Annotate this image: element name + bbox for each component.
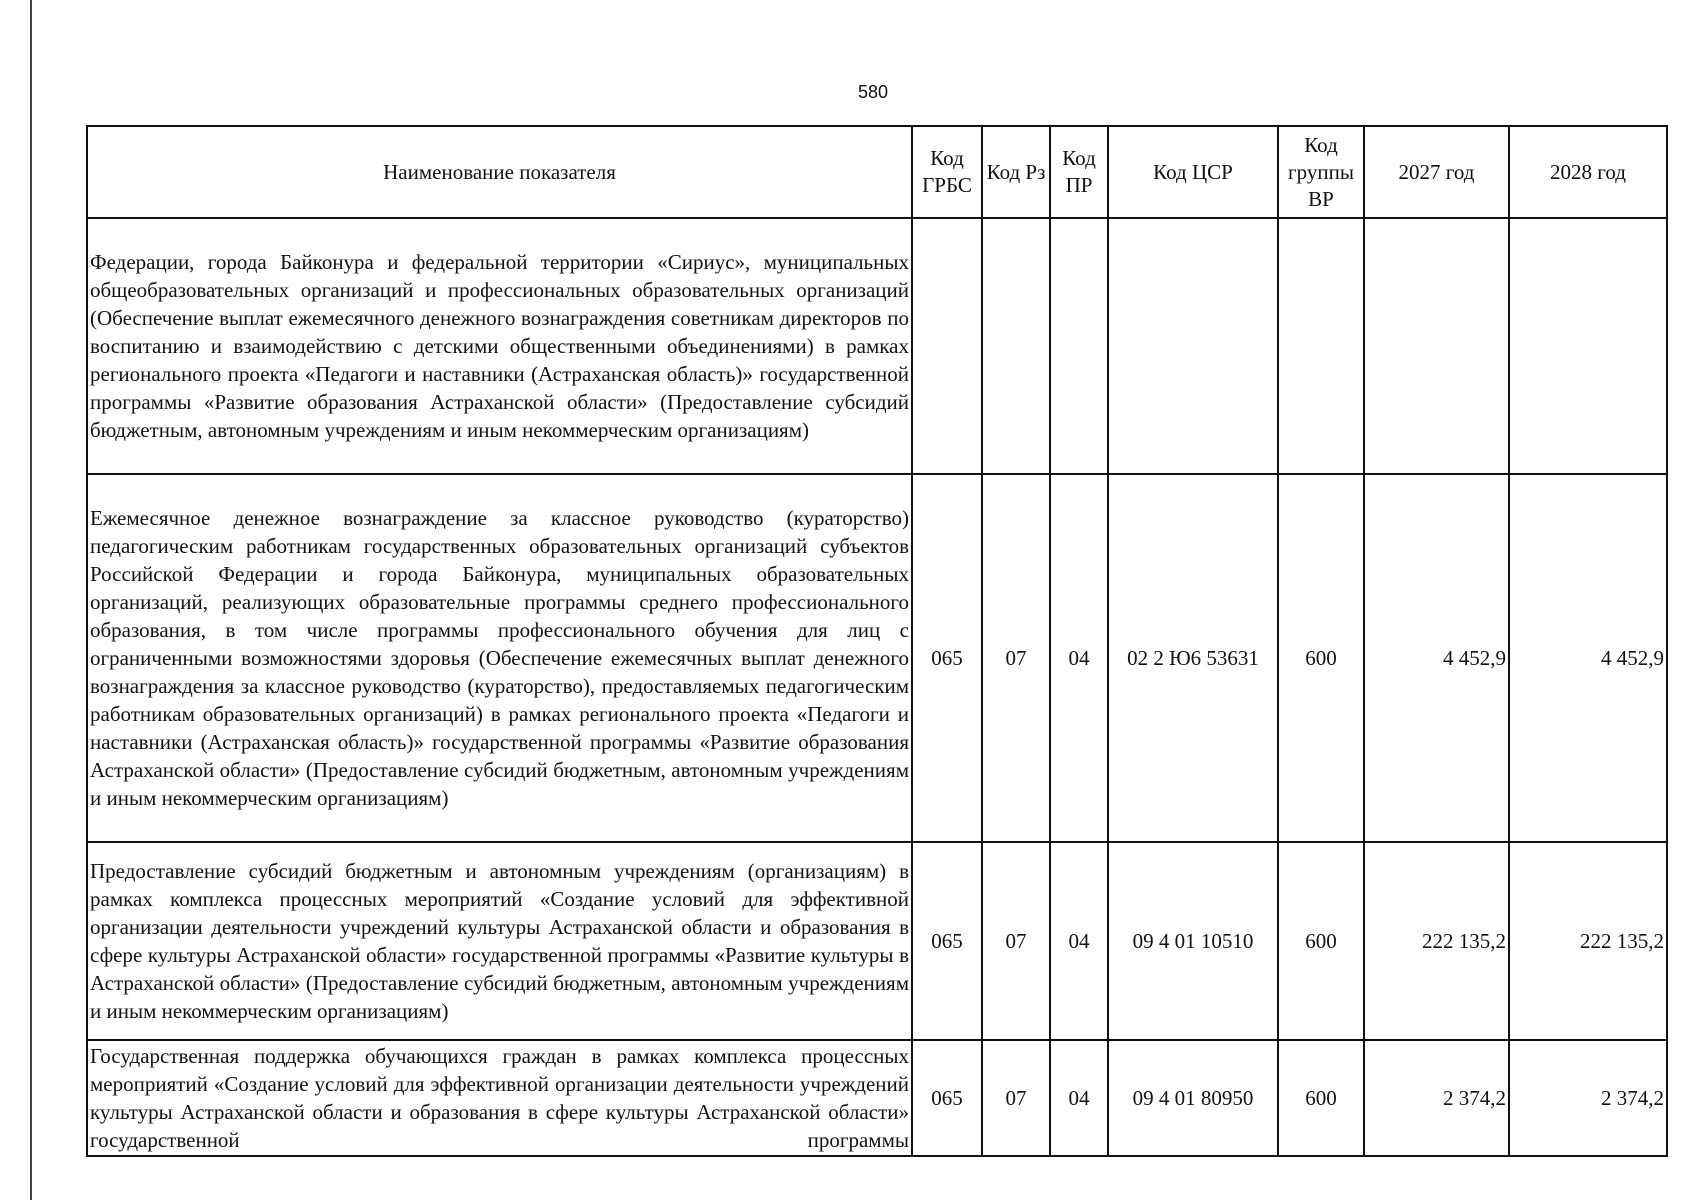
grbs-cell: 065 bbox=[912, 474, 982, 842]
row-name-cell: Ежемесячное денежное вознаграждение за классное руководство (кураторство) педагогическим работникам государственных образовательных организаций субъектов Российской Федерации и города Байконура, муниципальных образовательных организаций, реализующих образовательные программы среднего профессионального образования, в том числе программы профессионального обучения для лиц с ограниченными возможностями здоровья (Обеспечение ежемесячных выплат денежного вознаграждения за классное руководство (кураторство), предоставляемых педагогическим работникам образовательных организаций) в рамках регионального проекта «Педагоги и наставники (Астраханская область)» государственной программы «Развитие образования Астраханской области» (Предоставление субсидий бюджетным, автономным учреждениям и иным некоммерческим организациям) bbox=[87, 474, 912, 842]
amount-2028-cell: 4 452,9 bbox=[1509, 474, 1667, 842]
header-vr: Код группы ВР bbox=[1278, 126, 1364, 218]
table-header-row bbox=[87, 126, 1667, 218]
grbs-cell: 065 bbox=[912, 1040, 982, 1156]
grbs-cell: 065 bbox=[912, 842, 982, 1040]
header-grbs: Код ГРБС bbox=[912, 126, 982, 218]
pr-cell: 04 bbox=[1050, 1040, 1108, 1156]
csr-cell: 09 4 01 80950 bbox=[1108, 1040, 1278, 1156]
amount-2027-cell: 222 135,2 bbox=[1364, 842, 1509, 1040]
row-name-cell: Предоставление субсидий бюджетным и автономным учреждениям (организациям) в рамках комплекса процессных мероприятий «Создание условий для эффективной организации деятельности учреждений культуры Астраханской области и образования в сфере культуры Астраханской области» государственной программы «Развитие культуры в Астраханской области» (Предоставление субсидий бюджетным, автономным учреждениям и иным некоммерческим организациям) bbox=[87, 842, 912, 1040]
header-rz: Код Рз bbox=[982, 126, 1050, 218]
table-row bbox=[87, 1040, 1667, 1156]
header-2028: 2028 год bbox=[1509, 126, 1667, 218]
csr-cell: 02 2 Ю6 53631 bbox=[1108, 474, 1278, 842]
vr-cell bbox=[1278, 218, 1364, 474]
rz-cell: 07 bbox=[982, 474, 1050, 842]
vr-cell: 600 bbox=[1278, 842, 1364, 1040]
amount-2028-cell: 2 374,2 bbox=[1509, 1040, 1667, 1156]
header-pr: Код ПР bbox=[1050, 126, 1108, 218]
grbs-cell bbox=[912, 218, 982, 474]
amount-2028-cell: 222 135,2 bbox=[1509, 842, 1667, 1040]
header-2027: 2027 год bbox=[1364, 126, 1509, 218]
amount-2027-cell bbox=[1364, 218, 1509, 474]
rz-cell: 07 bbox=[982, 1040, 1050, 1156]
vr-cell: 600 bbox=[1278, 1040, 1364, 1156]
amount-2027-cell: 4 452,9 bbox=[1364, 474, 1509, 842]
rz-cell: 07 bbox=[982, 842, 1050, 1040]
csr-cell: 09 4 01 10510 bbox=[1108, 842, 1278, 1040]
pr-cell bbox=[1050, 218, 1108, 474]
budget-table bbox=[86, 125, 1668, 1157]
pr-cell: 04 bbox=[1050, 474, 1108, 842]
amount-2028-cell bbox=[1509, 218, 1667, 474]
header-csr: Код ЦСР bbox=[1108, 126, 1278, 218]
page-number: 580 bbox=[858, 82, 889, 102]
table-row bbox=[87, 842, 1667, 1040]
vr-cell: 600 bbox=[1278, 474, 1364, 842]
row-name-cell: Государственная поддержка обучающихся граждан в рамках комплекса процессных мероприятий «Создание условий для эффективной организации деятельности учреждений культуры Астраханской области и образования в сфере культуры Астраханской области» государственной программы bbox=[87, 1040, 912, 1156]
pr-cell: 04 bbox=[1050, 842, 1108, 1040]
header-name: Наименование показателя bbox=[87, 126, 912, 218]
amount-2027-cell: 2 374,2 bbox=[1364, 1040, 1509, 1156]
left-margin-line bbox=[30, 0, 32, 1200]
rz-cell bbox=[982, 218, 1050, 474]
csr-cell bbox=[1108, 218, 1278, 474]
table-row bbox=[87, 474, 1667, 842]
row-name-cell: Федерации, города Байконура и федеральной территории «Сириус», муниципальных общеобразовательных организаций и профессиональных образовательных организаций (Обеспечение выплат ежемесячного денежного вознаграждения советникам директоров по воспитанию и взаимодействию с детскими общественными объединениями) в рамках регионального проекта «Педагоги и наставники (Астраханская область)» государственной программы «Развитие образования Астраханской области» (Предоставление субсидий бюджетным, автономным учреждениям и иным некоммерческим организациям) bbox=[87, 218, 912, 474]
table-row bbox=[87, 218, 1667, 474]
